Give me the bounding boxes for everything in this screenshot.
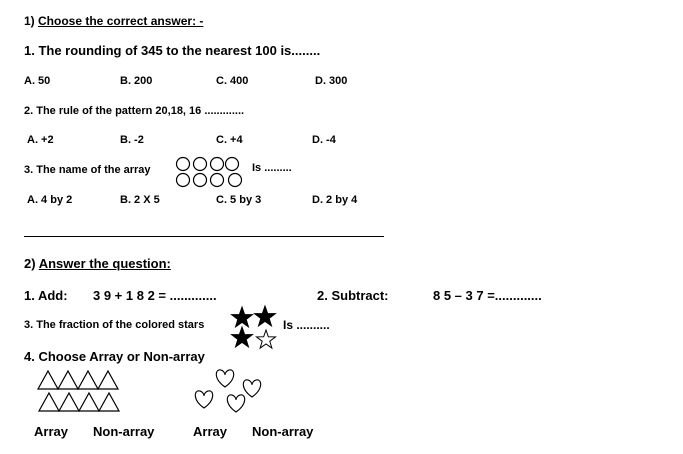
add-expression: 3 9 + 1 8 2 = ............. xyxy=(93,288,217,303)
array-circle xyxy=(194,158,207,171)
part2-title: Answer the question: xyxy=(38,256,171,271)
option-array-1[interactable]: Array xyxy=(34,424,68,439)
part1-title: Choose the correct answer: - xyxy=(38,14,204,28)
subtract-label: 2. Subtract: xyxy=(317,288,389,303)
q2-option-c[interactable]: C. +4 xyxy=(216,134,243,146)
triangle-array-figure xyxy=(37,370,121,412)
section-divider xyxy=(24,236,384,237)
array-circle xyxy=(194,174,207,187)
uncolored-star xyxy=(256,330,275,348)
array-circle xyxy=(226,158,239,171)
q1-option-d[interactable]: D. 300 xyxy=(315,75,348,87)
q1-text: 1. The rounding of 345 to the nearest 100 is........ xyxy=(24,43,321,58)
heart-shape xyxy=(195,391,212,408)
heart-shape xyxy=(227,395,244,412)
array-triangle xyxy=(78,371,98,389)
q2-text: 2. The rule of the pattern 20,18, 16 ............. xyxy=(24,105,245,117)
q1-option-b[interactable]: B. 200 xyxy=(120,75,153,87)
array-triangle xyxy=(59,393,79,411)
heart-shape xyxy=(243,380,260,397)
part1-heading xyxy=(24,15,203,27)
fraction-suffix: Is .......... xyxy=(283,318,330,332)
array-circle xyxy=(211,158,224,171)
q3-option-a[interactable]: A. 4 by 2 xyxy=(27,194,73,206)
part2-number: 2) xyxy=(24,256,36,271)
q3-option-b[interactable]: B. 2 X 5 xyxy=(120,194,160,206)
q1-option-a[interactable]: A. 50 xyxy=(24,75,51,87)
q2-option-d[interactable]: D. -4 xyxy=(312,134,336,146)
colored-star xyxy=(255,306,276,326)
q2-option-a[interactable]: A. +2 xyxy=(27,134,54,146)
stars-figure xyxy=(230,307,280,351)
subtract-expression: 8 5 – 3 7 =............. xyxy=(433,288,542,303)
array-triangle xyxy=(58,371,78,389)
q3-suffix: Is ......... xyxy=(252,162,292,174)
option-non-array-2[interactable]: Non-array xyxy=(252,424,314,439)
array-circle xyxy=(229,174,242,187)
array-question-text: 4. Choose Array or Non-array xyxy=(24,349,205,364)
fraction-text: 3. The fraction of the colored stars xyxy=(24,319,205,331)
q3-option-d[interactable]: D. 2 by 4 xyxy=(312,194,358,206)
array-circle xyxy=(177,174,190,187)
q1-option-c[interactable]: C. 400 xyxy=(216,75,249,87)
array-circle xyxy=(177,158,190,171)
add-label: 1. Add: xyxy=(24,288,68,303)
q3-text: 3. The name of the array xyxy=(24,164,151,176)
colored-star xyxy=(232,327,253,347)
hearts-figure xyxy=(192,368,264,414)
colored-star xyxy=(232,307,253,327)
q3-option-c[interactable]: C. 5 by 3 xyxy=(216,194,262,206)
array-triangle xyxy=(79,393,99,411)
array-triangle xyxy=(99,393,119,411)
array-triangle xyxy=(98,371,118,389)
part1-number: 1) xyxy=(24,14,35,28)
heart-shape xyxy=(216,370,233,387)
array-triangle xyxy=(38,371,58,389)
q2-option-b[interactable]: B. -2 xyxy=(120,134,144,146)
option-non-array-1[interactable]: Non-array xyxy=(93,424,155,439)
array-circle xyxy=(211,174,224,187)
array-triangle xyxy=(39,393,59,411)
option-array-2[interactable]: Array xyxy=(193,424,227,439)
circle-array-figure xyxy=(174,155,246,189)
part2-heading xyxy=(24,257,171,270)
